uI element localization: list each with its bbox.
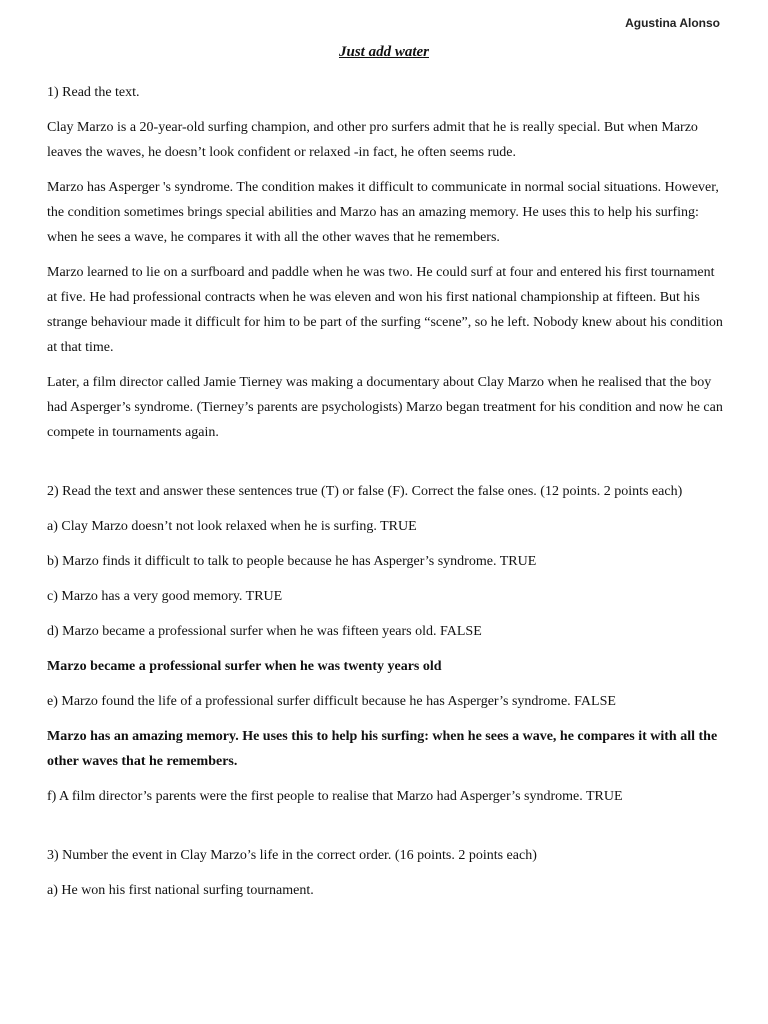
true-false-item: b) Marzo finds it difficult to talk to people because he has Asperger’s syndrome. TRUE <box>47 554 537 569</box>
reading-paragraph: Clay Marzo is a 20-year-old surfing champion, and other pro surfers admit that he is really special. But when Marzo leaves the waves, he doesn’t look confident or relaxed -in fact, he often seems rude. <box>47 120 698 160</box>
reading-paragraph: Later, a film director called Jamie Tierney was making a documentary about Clay Marzo when he realised that the boy had Asperger’s syndrome. (Tierney’s parents are psychologists) Marzo began treatment for his condition and now he can compete in tournaments again. <box>47 375 723 440</box>
document-body <box>47 80 723 913</box>
correction-answer: Marzo became a professional surfer when he was twenty years old <box>47 659 442 674</box>
section2-instruction: 2) Read the text and answer these sentences true (T) or false (F). Correct the false ones. (12 points. 2 points each) <box>47 484 683 499</box>
author-name: Agustina Alonso <box>625 16 720 30</box>
section-spacer <box>47 819 723 843</box>
section1-instruction: 1) Read the text. <box>47 85 140 100</box>
document-title: Just add water <box>338 44 429 60</box>
true-false-item: a) Clay Marzo doesn’t not look relaxed when he is surfing. TRUE <box>47 519 417 534</box>
true-false-item: c) Marzo has a very good memory. TRUE <box>47 589 283 604</box>
section3-instruction: 3) Number the event in Clay Marzo’s life in the correct order. (16 points. 2 points each) <box>47 848 537 863</box>
section-spacer <box>47 455 723 479</box>
correction-answer: Marzo has an amazing memory. He uses this to help his surfing: when he sees a wave, he compares it with all the other waves that he remembers. <box>47 729 718 769</box>
true-false-item: e) Marzo found the life of a professional surfer difficult because he has Asperger’s syndrome. FALSE <box>47 694 616 709</box>
reading-paragraph: Marzo has Asperger 's syndrome. The condition makes it difficult to communicate in normal social situations. However, the condition sometimes brings special abilities and Marzo has an amazing memory. He uses this to help his surfing: when he sees a wave, he compares it with all the other waves that he remembers. <box>47 180 719 245</box>
ordering-item: a) He won his first national surfing tournament. <box>47 883 314 898</box>
reading-paragraph: Marzo learned to lie on a surfboard and paddle when he was two. He could surf at four and entered his first tournament at five. He had professional contracts when he was eleven and won his first national championship at fifteen. But his strange behaviour made it difficult for him to be part of the surfing “scene”, so he left. Nobody knew about his condition at that time. <box>47 265 723 355</box>
true-false-item: f) A film director’s parents were the first people to realise that Marzo had Asperger’s syndrome. TRUE <box>47 789 623 804</box>
true-false-item: d) Marzo became a professional surfer when he was fifteen years old. FALSE <box>47 624 482 639</box>
